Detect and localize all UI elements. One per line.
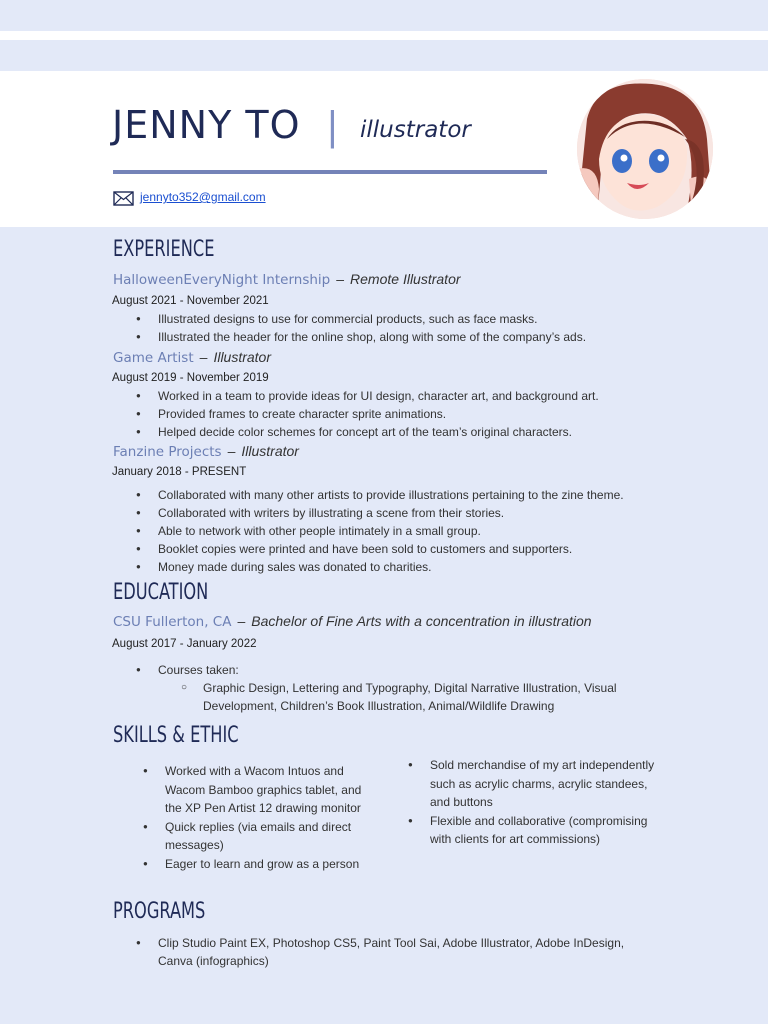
list-item: ● Illustrated the header for the online shop, along with some of the company’s ads. — [158, 328, 678, 346]
list-item: ● Collaborated with writers by illustrating a scene from their stories. — [158, 504, 678, 522]
list-item: ○ Graphic Design, Lettering and Typography, Digital Narrative Illustration, Visual Development, Children’s Book Illustration, Animal/Wildlife Drawing — [203, 679, 643, 715]
education-heading: EDUCATION — [113, 580, 209, 605]
list-item: ● Sold merchandise of my art independently such as acrylic charms, acrylic standees, and buttons — [430, 756, 655, 812]
education-school: CSU Fullerton, CA — [113, 614, 232, 630]
avatar — [577, 79, 713, 219]
envelope-icon — [113, 191, 134, 206]
header-rule — [113, 170, 547, 174]
list-item: ● Courses taken: — [158, 661, 678, 679]
list-item: ● Provided frames to create character sprite animations. — [158, 405, 678, 423]
job-1-org: HalloweenEveryNight Internship — [113, 272, 331, 288]
list-item: ● Collaborated with many other artists to provide illustrations pertaining to the zine theme. — [158, 486, 678, 504]
programs-heading: PROGRAMS — [113, 899, 206, 924]
job-1-title-line — [113, 271, 461, 288]
list-item: ● Booklet copies were printed and have been sold to customers and supporters. — [158, 540, 678, 558]
job-2-dash: – — [199, 349, 208, 365]
job-1-dates: August 2021 - November 2021 — [112, 295, 269, 307]
list-item: ● Illustrated designs to use for commercial products, such as face masks. — [158, 310, 678, 328]
list-item: ● Helped decide color schemes for concept art of the team’s original characters. — [158, 423, 678, 441]
skills-heading: SKILLS & ETHIC — [113, 723, 239, 748]
job-3-bullets — [158, 486, 678, 576]
job-2-bullets — [158, 387, 678, 441]
education-degree: Bachelor of Fine Arts with a concentration in illustration — [251, 613, 592, 629]
job-3-org: Fanzine Projects — [113, 444, 222, 460]
experience-heading: EXPERIENCE — [113, 237, 215, 262]
education-bullets — [158, 661, 678, 679]
list-item: ● Clip Studio Paint EX, Photoshop CS5, Paint Tool Sai, Adobe Illustrator, Adobe InDesign, Canva (infographics) — [158, 934, 658, 970]
skills-left-list — [165, 762, 380, 873]
job-3-dash: – — [227, 443, 236, 459]
title-separator: | — [326, 104, 339, 148]
job-2-dates: August 2019 - November 2019 — [112, 372, 269, 384]
education-sub-bullets — [203, 679, 643, 715]
education-dash: – — [237, 613, 246, 629]
education-title-line — [113, 613, 592, 630]
list-item: ● Money made during sales was donated to charities. — [158, 558, 678, 576]
list-item: ● Able to network with other people intimately in a small group. — [158, 522, 678, 540]
list-item: ● Flexible and collaborative (compromising with clients for art commissions) — [430, 812, 655, 849]
job-3-title-line — [113, 443, 299, 460]
resume-name: JENNY TO — [112, 103, 301, 147]
skills-right-list — [430, 756, 655, 849]
email-link[interactable]: jennyto352@gmail.com — [140, 190, 266, 204]
programs-bullets — [158, 934, 658, 970]
job-3-position: Illustrator — [241, 443, 299, 459]
job-2-position: Illustrator — [213, 349, 272, 365]
job-1-bullets — [158, 310, 678, 346]
list-item: ● Worked with a Wacom Intuos and Wacom Bamboo graphics tablet, and the XP Pen Artist 12 drawing monitor — [165, 762, 380, 818]
education-dates: August 2017 - January 2022 — [112, 638, 257, 650]
list-item: ● Eager to learn and grow as a person — [165, 855, 380, 874]
job-1-position: Remote Illustrator — [350, 271, 461, 287]
top-stripe — [0, 31, 768, 40]
job-2-title-line — [113, 349, 271, 366]
avatar-illustration — [577, 79, 713, 219]
list-item: ● Worked in a team to provide ideas for UI design, character art, and background art. — [158, 387, 678, 405]
resume-role: illustrator — [360, 117, 471, 143]
job-2-org: Game Artist — [113, 350, 194, 366]
job-1-dash: – — [336, 271, 345, 287]
list-item: ● Quick replies (via emails and direct messages) — [165, 818, 380, 855]
job-3-dates: January 2018 - PRESENT — [112, 466, 247, 478]
